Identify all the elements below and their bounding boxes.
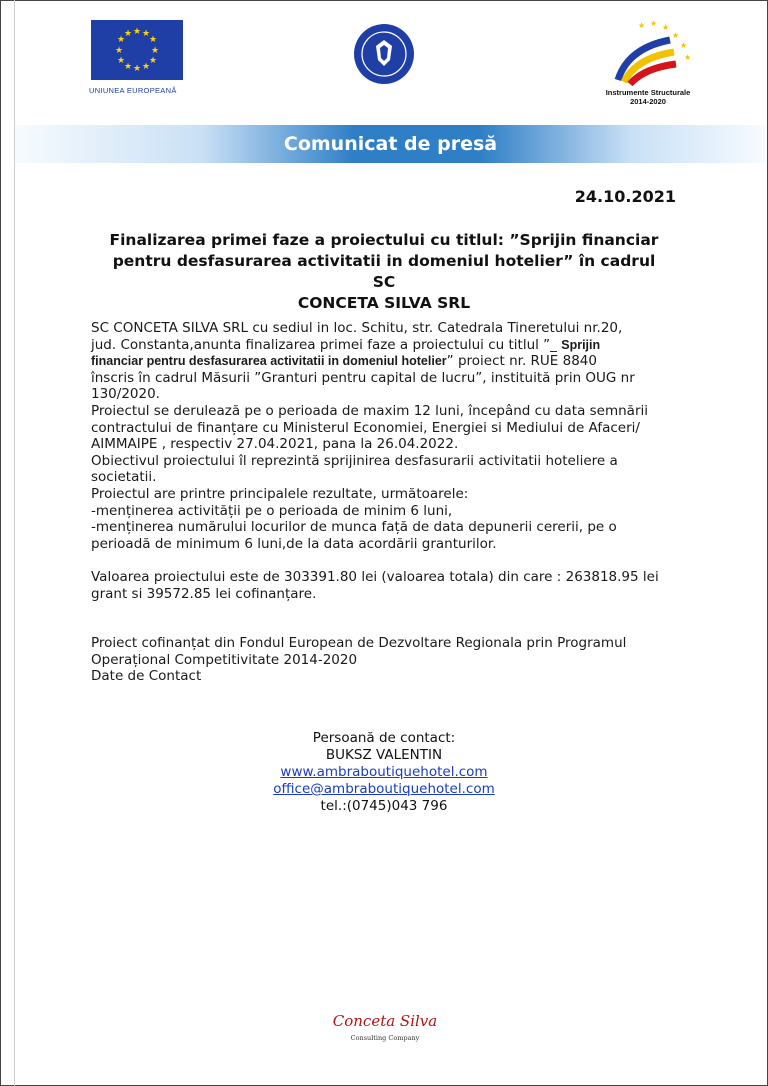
- heading-line-3: CONCETA SILVA SRL: [297, 294, 471, 312]
- body-line: AIMMAIPE , respectiv 27.04.2021, pana la 26.04.2022.: [91, 436, 459, 453]
- body-line: Proiect cofinanțat din Fondul European de Dezvoltare Regionala prin Programul: [91, 635, 627, 652]
- document-date: 24.10.2021: [574, 187, 676, 206]
- body-text: ” proiect nr. RUE 8840: [446, 353, 597, 370]
- svg-text:★: ★: [662, 23, 670, 32]
- government-seal-icon: [352, 22, 416, 86]
- signature-name: Conceta Silva: [332, 1012, 438, 1030]
- signature-subtitle: Consulting Company: [350, 1034, 420, 1042]
- body-line: SC CONCETA SILVA SRL cu sediul in loc. Schitu, str. Catedrala Tineretului nr.20,: [91, 320, 623, 336]
- body-line: grant si 39572.85 lei cofinanțare.: [91, 585, 317, 602]
- svg-text:★: ★: [148, 56, 158, 66]
- svg-text:★: ★: [116, 35, 126, 45]
- body-line: Proiectul are printre principalele rezultate, următoarele:: [91, 485, 469, 502]
- instrumente-structurale-logo: [590, 18, 700, 110]
- svg-text:★: ★: [680, 41, 688, 50]
- svg-text:★: ★: [116, 56, 126, 66]
- document-body: [91, 320, 691, 685]
- document-heading: [100, 230, 668, 314]
- email-link[interactable]: office@ambraboutiquehotel.com: [273, 781, 495, 797]
- body-line: 130/2020.: [91, 386, 160, 403]
- instrumente-structurale-icon: [590, 18, 700, 86]
- svg-text:★: ★: [638, 21, 646, 30]
- eu-label: UNIUNEA EUROPEANĂ: [89, 86, 177, 95]
- body-line: Valoarea proiectului este de 303391.80 lei (valoarea totala) din care : 263818.95 lei: [91, 568, 659, 585]
- contact-label: Persoană de contact:: [312, 730, 456, 746]
- svg-text:★: ★: [672, 31, 680, 40]
- body-line: -menținerea numărului locurilor de munca față de data depunerii cererii, pe o: [91, 519, 617, 536]
- svg-text:★: ★: [132, 27, 142, 37]
- body-line: -menținerea activității pe o perioada de minim 6 luni,: [91, 502, 453, 519]
- company-signature-logo: [330, 1012, 440, 1052]
- svg-text:★: ★: [123, 62, 133, 72]
- body-line: contractului de finanțare cu Ministerul Economiei, Energiei si Mediului de Afaceri/: [91, 419, 640, 436]
- contact-phone: tel.:(0745)043 796: [320, 798, 448, 814]
- body-line: [91, 337, 691, 354]
- website-link[interactable]: www.ambraboutiquehotel.com: [280, 764, 488, 780]
- svg-text:★: ★: [684, 53, 692, 62]
- body-line: societatii.: [91, 469, 157, 486]
- heading-line-1: Finalizarea primei faze a proiectului cu titlul: ”Sprijin financiar: [109, 231, 659, 249]
- svg-text:★: ★: [123, 29, 133, 39]
- body-line: Obiectivul proiectului îl reprezintă sprijinirea desfasurarii activitatii hoteliere a: [91, 452, 618, 469]
- project-title-bold: Sprijin: [561, 337, 601, 352]
- eu-flag-icon: [91, 20, 183, 80]
- instr-years: 2014-2020: [630, 97, 666, 106]
- instr-title: Instrumente Structurale: [605, 88, 691, 97]
- body-line: Operațional Competitivitate 2014-2020: [91, 651, 358, 668]
- body-line: înscris în cadrul Măsurii ”Granturi pentru capital de lucru”, instituită prin OUG nr: [91, 369, 635, 386]
- heading-line-2: pentru desfasurarea activitatii in domeniul hotelier” în cadrul SC: [112, 252, 656, 291]
- svg-text:★: ★: [650, 19, 658, 28]
- svg-text:★: ★: [148, 35, 158, 45]
- banner-title: Comunicat de presă: [283, 133, 498, 155]
- body-line: Proiectul se derulează pe o perioada de maxim 12 luni, începând cu data semnării: [91, 402, 649, 419]
- contact-name: BUKSZ VALENTIN: [325, 747, 443, 763]
- eu-logo: [89, 20, 185, 100]
- contact-block: [200, 730, 568, 815]
- svg-text:★: ★: [141, 29, 151, 39]
- svg-text:★: ★: [114, 46, 124, 56]
- body-line: [91, 353, 691, 370]
- press-release-banner: [15, 125, 766, 163]
- body-line: perioadă de minimum 6 luni,de la data acordării granturilor.: [91, 535, 497, 552]
- svg-text:★: ★: [141, 62, 151, 72]
- body-text: jud. Constanta,anunta finalizarea primei faze a proiectului cu titlul ”_: [91, 336, 562, 353]
- svg-text:★: ★: [132, 64, 142, 74]
- body-line: Date de Contact: [91, 668, 202, 685]
- project-title-bold: financiar pentru desfasurarea activitatii in domeniul hotelier: [91, 354, 447, 369]
- svg-text:★: ★: [150, 46, 160, 56]
- instrumente-structurale-label: [596, 88, 700, 106]
